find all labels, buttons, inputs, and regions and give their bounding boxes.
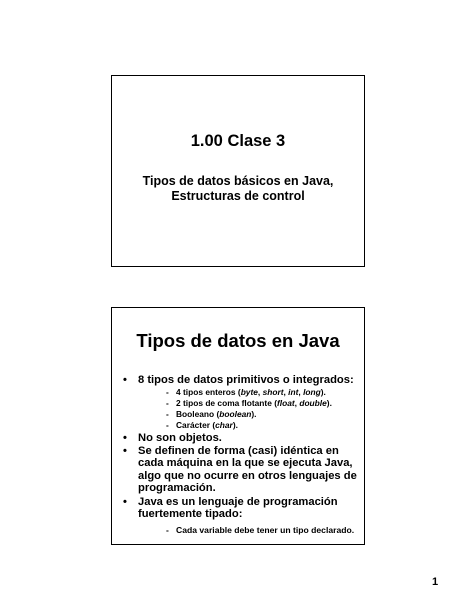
page-number: 1 (432, 576, 439, 588)
bullet-text-line: fuertemente tipado: (138, 508, 243, 521)
bullet-item (112, 374, 364, 431)
type-keyword: long (303, 386, 321, 397)
bullet-text-line: No son objetos. (138, 431, 222, 444)
sub-list (138, 387, 364, 431)
sub-text: Carácter ( (176, 419, 216, 430)
sub-dash: - (166, 386, 169, 397)
bullet-dot: • (123, 444, 127, 457)
bullet-text-line: Java es un lenguaje de programación (138, 495, 338, 508)
type-keyword: boolean (219, 408, 252, 419)
bullet-dot: • (123, 374, 127, 386)
bullet-dot: • (123, 495, 127, 508)
bullet-text-line: Se definen de forma (casi) idéntica en (138, 444, 339, 457)
sub-text: ). (320, 386, 326, 397)
type-keyword: float (276, 397, 295, 408)
sub-text: ). (326, 397, 332, 408)
bullet-item (112, 445, 364, 495)
sub-item: - 4 tipos enteros (byte, short, int, long). (166, 386, 326, 397)
sub-text: ). (232, 419, 238, 430)
sub-item (138, 409, 364, 420)
bullet-text-line: 8 tipos de datos primitivos o integrados: (138, 374, 354, 386)
sub-item: - 2 tipos de coma flotante (float, double). (166, 397, 332, 408)
bullet-text-line: cada máquina en la que se ejecuta Java, (138, 457, 353, 470)
sub-item (138, 420, 364, 431)
slide-1 (111, 75, 365, 267)
sub-text: 2 tipos de coma flotante ( (176, 397, 277, 408)
sub-text: ). (251, 408, 257, 419)
type-keyword: double (299, 397, 327, 408)
sub-dash: - (166, 524, 169, 535)
bullet-item (112, 432, 364, 445)
sub-dash: - (166, 419, 169, 430)
slide-2-title: Tipos de datos en Java (136, 330, 340, 351)
slide-1-subtitle-line: Estructuras de control (171, 189, 305, 203)
bullet-list (112, 374, 364, 536)
slide-1-subtitle-line: Tipos de datos básicos en Java, (142, 174, 334, 188)
bullet-item (112, 496, 364, 536)
bullet-text-line: algo que no ocurre en otros lenguajes de (138, 469, 357, 482)
slide-1-title: 1.00 Clase 3 (190, 132, 286, 150)
type-keyword: short (262, 386, 284, 397)
type-keyword: int (288, 386, 299, 397)
sub-dash: - (166, 408, 169, 419)
type-keyword: byte (240, 386, 258, 397)
bullet-dot: • (123, 431, 127, 444)
slide-1-subtitle (112, 174, 364, 204)
bullet-text-line: programación. (138, 482, 216, 495)
sub-dash: - (166, 397, 169, 408)
sub-text: Cada variable debe tener un tipo declarado. (176, 524, 355, 535)
slide-2 (111, 307, 365, 545)
sub-item (138, 525, 364, 536)
sub-text: Booleano ( (176, 408, 220, 419)
type-keyword: char (215, 419, 233, 430)
sub-text: 4 tipos enteros ( (176, 386, 241, 397)
